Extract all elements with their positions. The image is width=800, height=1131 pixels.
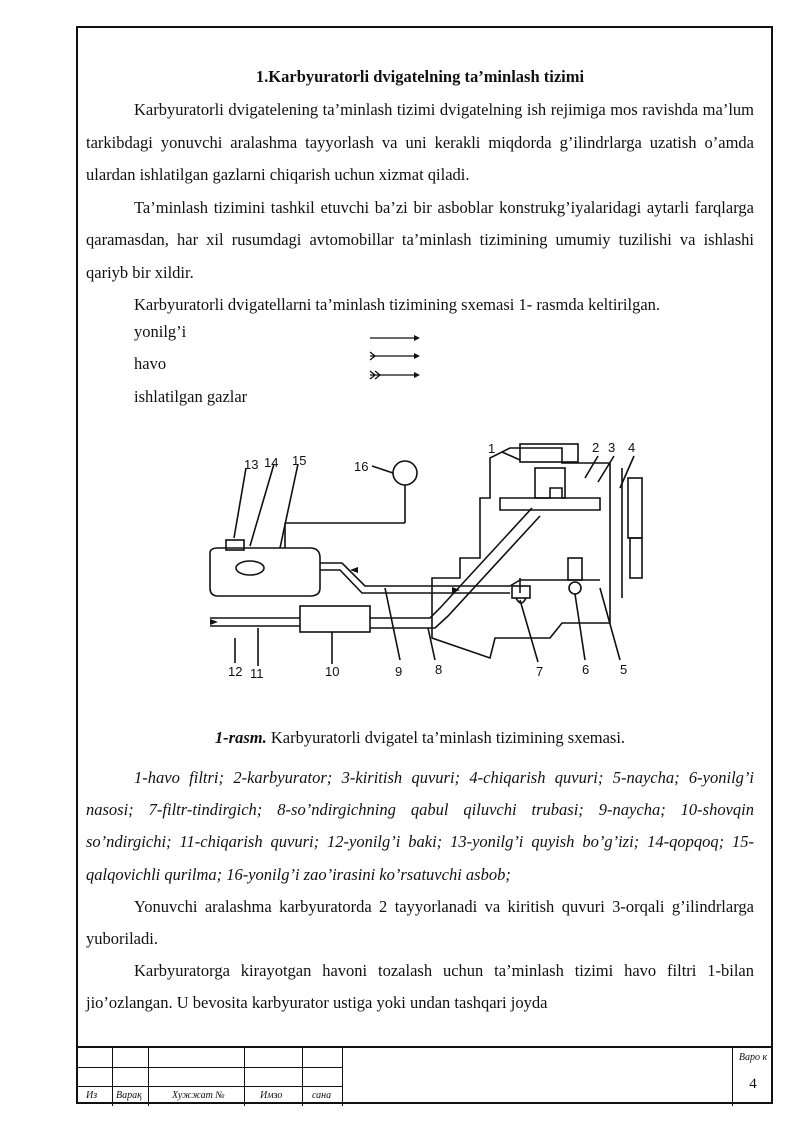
engine-block bbox=[432, 448, 610, 658]
label-5: 5 bbox=[620, 662, 628, 677]
paragraph: Karbyuratorli dvigatellarni ta’minlash tizimining sxemasi 1- rasmda keltirilgan. bbox=[134, 295, 661, 314]
label-8: 8 bbox=[435, 662, 443, 677]
label-6: 6 bbox=[582, 662, 590, 677]
title-block bbox=[76, 1046, 773, 1106]
manifold bbox=[500, 488, 600, 510]
legend-arrows bbox=[368, 330, 420, 386]
sheet-number: 4 bbox=[749, 1076, 757, 1092]
caption-text: Karbyuratorli dvigatel ta’minlash tizimining sxemasi. bbox=[266, 728, 626, 747]
label-4: 4 bbox=[628, 440, 636, 455]
label-9: 9 bbox=[395, 664, 403, 679]
paragraph: Yonuvchi aralashma karbyuratorda 2 tayyorlanadi va kiritish quvuri 3-orqali g’ilindrlarga yuboriladi. bbox=[86, 896, 754, 949]
air-filter bbox=[520, 444, 578, 462]
stamp-sana: сана bbox=[312, 1090, 332, 1101]
paragraph: Ta’minlash tizimini tashkil etuvchi ba’zi bir asboblar konstrukg’iyalaridagi aytarli farqlarga qaramasdan, har xil rusumdagi avtomobillar ta’minlash tizimining umumiy tuzilishi va ishlashi qariyb bir xildir. bbox=[86, 197, 754, 282]
label-15: 15 bbox=[292, 453, 307, 468]
document-body-continued bbox=[86, 762, 754, 1020]
document-body bbox=[86, 64, 754, 322]
parts-list: 1-havo filtri; 2-karbyurator; 3-kiritish quvuri; 4-chiqarish quvuri; 5-naycha; 6-yonilg’i nasosi; 7-filtr-tindirgich; 8-so’ndirgichning qabul qiluvchi trubasi; 9-naycha; 10-shovqin so’ndirgichi; 11-chiqarish quvuri; 12-yonilg’i baki; 13-yonilg’i quyish bo’g’izi; 14-qopqoq; 15-qalqovichli qurilma; 16-yonilg’i zao’irasini ko’rsatuvchi asbob; bbox=[86, 768, 754, 884]
stamp-iz: Из bbox=[86, 1090, 98, 1101]
label-11: 11 bbox=[250, 666, 264, 681]
label-3: 3 bbox=[608, 440, 616, 455]
stamp-imzo: Имзо bbox=[260, 1090, 283, 1101]
figure-caption bbox=[86, 728, 754, 748]
label-14: 14 bbox=[264, 455, 279, 470]
legend-exhaust bbox=[134, 387, 247, 407]
sheet-label: Варо к bbox=[738, 1052, 768, 1063]
legend-label: ishlatilgan gazlar bbox=[134, 387, 248, 406]
muffler bbox=[300, 606, 370, 632]
fuel-gauge bbox=[393, 461, 417, 485]
fuel-filter bbox=[512, 586, 530, 598]
fuel-pump bbox=[568, 558, 582, 580]
label-2: 2 bbox=[592, 440, 600, 455]
label-16: 16 bbox=[354, 459, 369, 474]
label-7: 7 bbox=[536, 664, 544, 679]
legend-label: havo bbox=[134, 354, 167, 373]
label-13: 13 bbox=[244, 457, 259, 472]
paragraph: Karbyuratorga kirayotgan havoni tozalash uchun ta’minlash tizimi havo filtri 1-bilan jio’ozlangan. U bevosita karbyurator ustiga yoki undan tashqari joyda bbox=[86, 961, 754, 1013]
caption-prefix: 1-rasm. bbox=[214, 728, 267, 747]
label-1: 1 bbox=[488, 441, 496, 456]
stamp-hujjat: Хужжат № bbox=[172, 1090, 225, 1101]
legend-label: yonilg’i bbox=[134, 322, 187, 341]
sheet-box bbox=[732, 1048, 773, 1106]
paragraph: Karbyuratorli dvigatelening ta’minlash tizimi dvigatelning ish rejimiga mos ravishda ma’lum tarkibdagi yonuvchi aralashma tayyorlash va uni kerakli miqdorda g’ilindrlarga uzatish o’amda ulardan ishlatilgan gazlarni chiqarish uchun xizmat qiladi. bbox=[86, 100, 754, 184]
fuel-tank bbox=[210, 548, 320, 596]
section-title: 1.Karbyuratorli dvigatelning ta’minlash tizimi bbox=[255, 67, 585, 86]
legend-fuel bbox=[134, 322, 186, 342]
stamp-varoq: Варақ bbox=[116, 1090, 142, 1101]
legend-air bbox=[134, 354, 166, 374]
label-10: 10 bbox=[325, 664, 340, 679]
fuel-system-diagram bbox=[190, 438, 660, 683]
label-12: 12 bbox=[228, 664, 243, 679]
